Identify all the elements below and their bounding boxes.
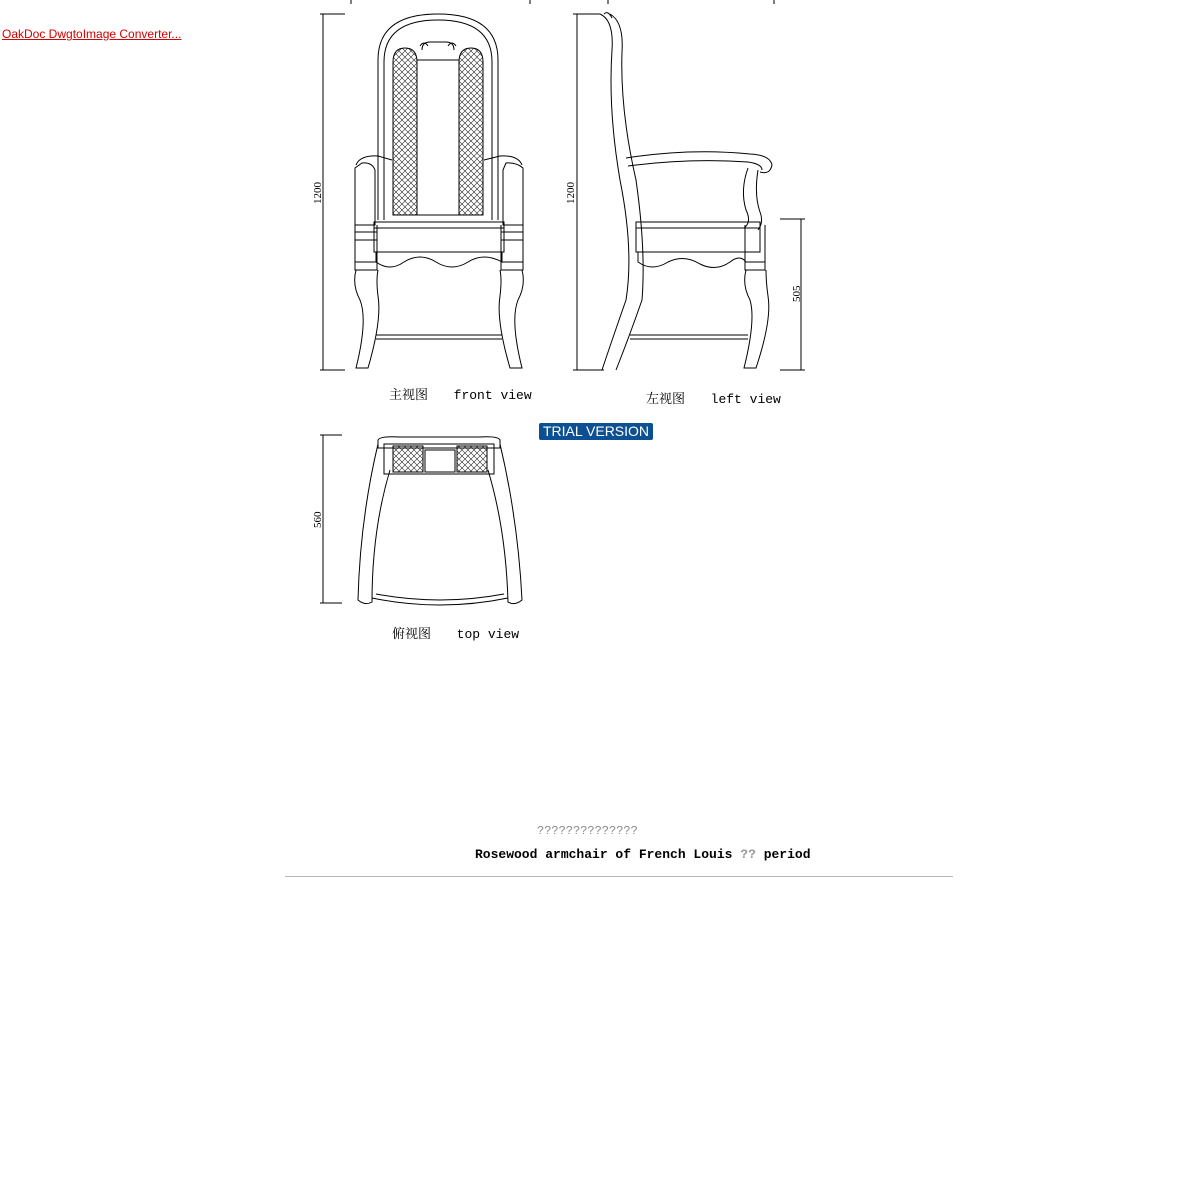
converter-link[interactable]: OakDoc DwgtoImage Converter...	[2, 27, 182, 41]
front-view-label	[389, 384, 532, 403]
caption-prefix: Rosewood armchair of French Louis	[475, 847, 733, 862]
caption-line-1: ??????????????	[537, 824, 638, 838]
caption-suffix: period	[763, 847, 811, 862]
top-view-label-cn: 俯视图	[392, 627, 432, 642]
left-seat-dim: 505	[791, 285, 803, 302]
top-depth-dim: 560	[312, 511, 324, 528]
top-view-label-en: top view	[456, 627, 520, 642]
caption-line-2	[475, 847, 811, 862]
front-view-label-cn: 主视图	[389, 388, 429, 403]
top-view-drawing	[320, 435, 522, 605]
front-height-dim: 1200	[312, 182, 324, 204]
left-view-label-en: left view	[710, 392, 781, 407]
trial-version-badge: TRIAL VERSION	[539, 423, 653, 440]
divider-line	[285, 876, 953, 877]
left-view-drawing	[573, 13, 805, 370]
left-height-dim: 1200	[565, 182, 577, 204]
front-view-label-en: front view	[453, 388, 532, 403]
left-view-label-cn: 左视图	[646, 392, 686, 407]
caption-mid: ??	[740, 847, 756, 862]
front-view-drawing	[320, 14, 523, 370]
top-view-label	[392, 623, 519, 642]
left-view-label	[646, 388, 781, 407]
